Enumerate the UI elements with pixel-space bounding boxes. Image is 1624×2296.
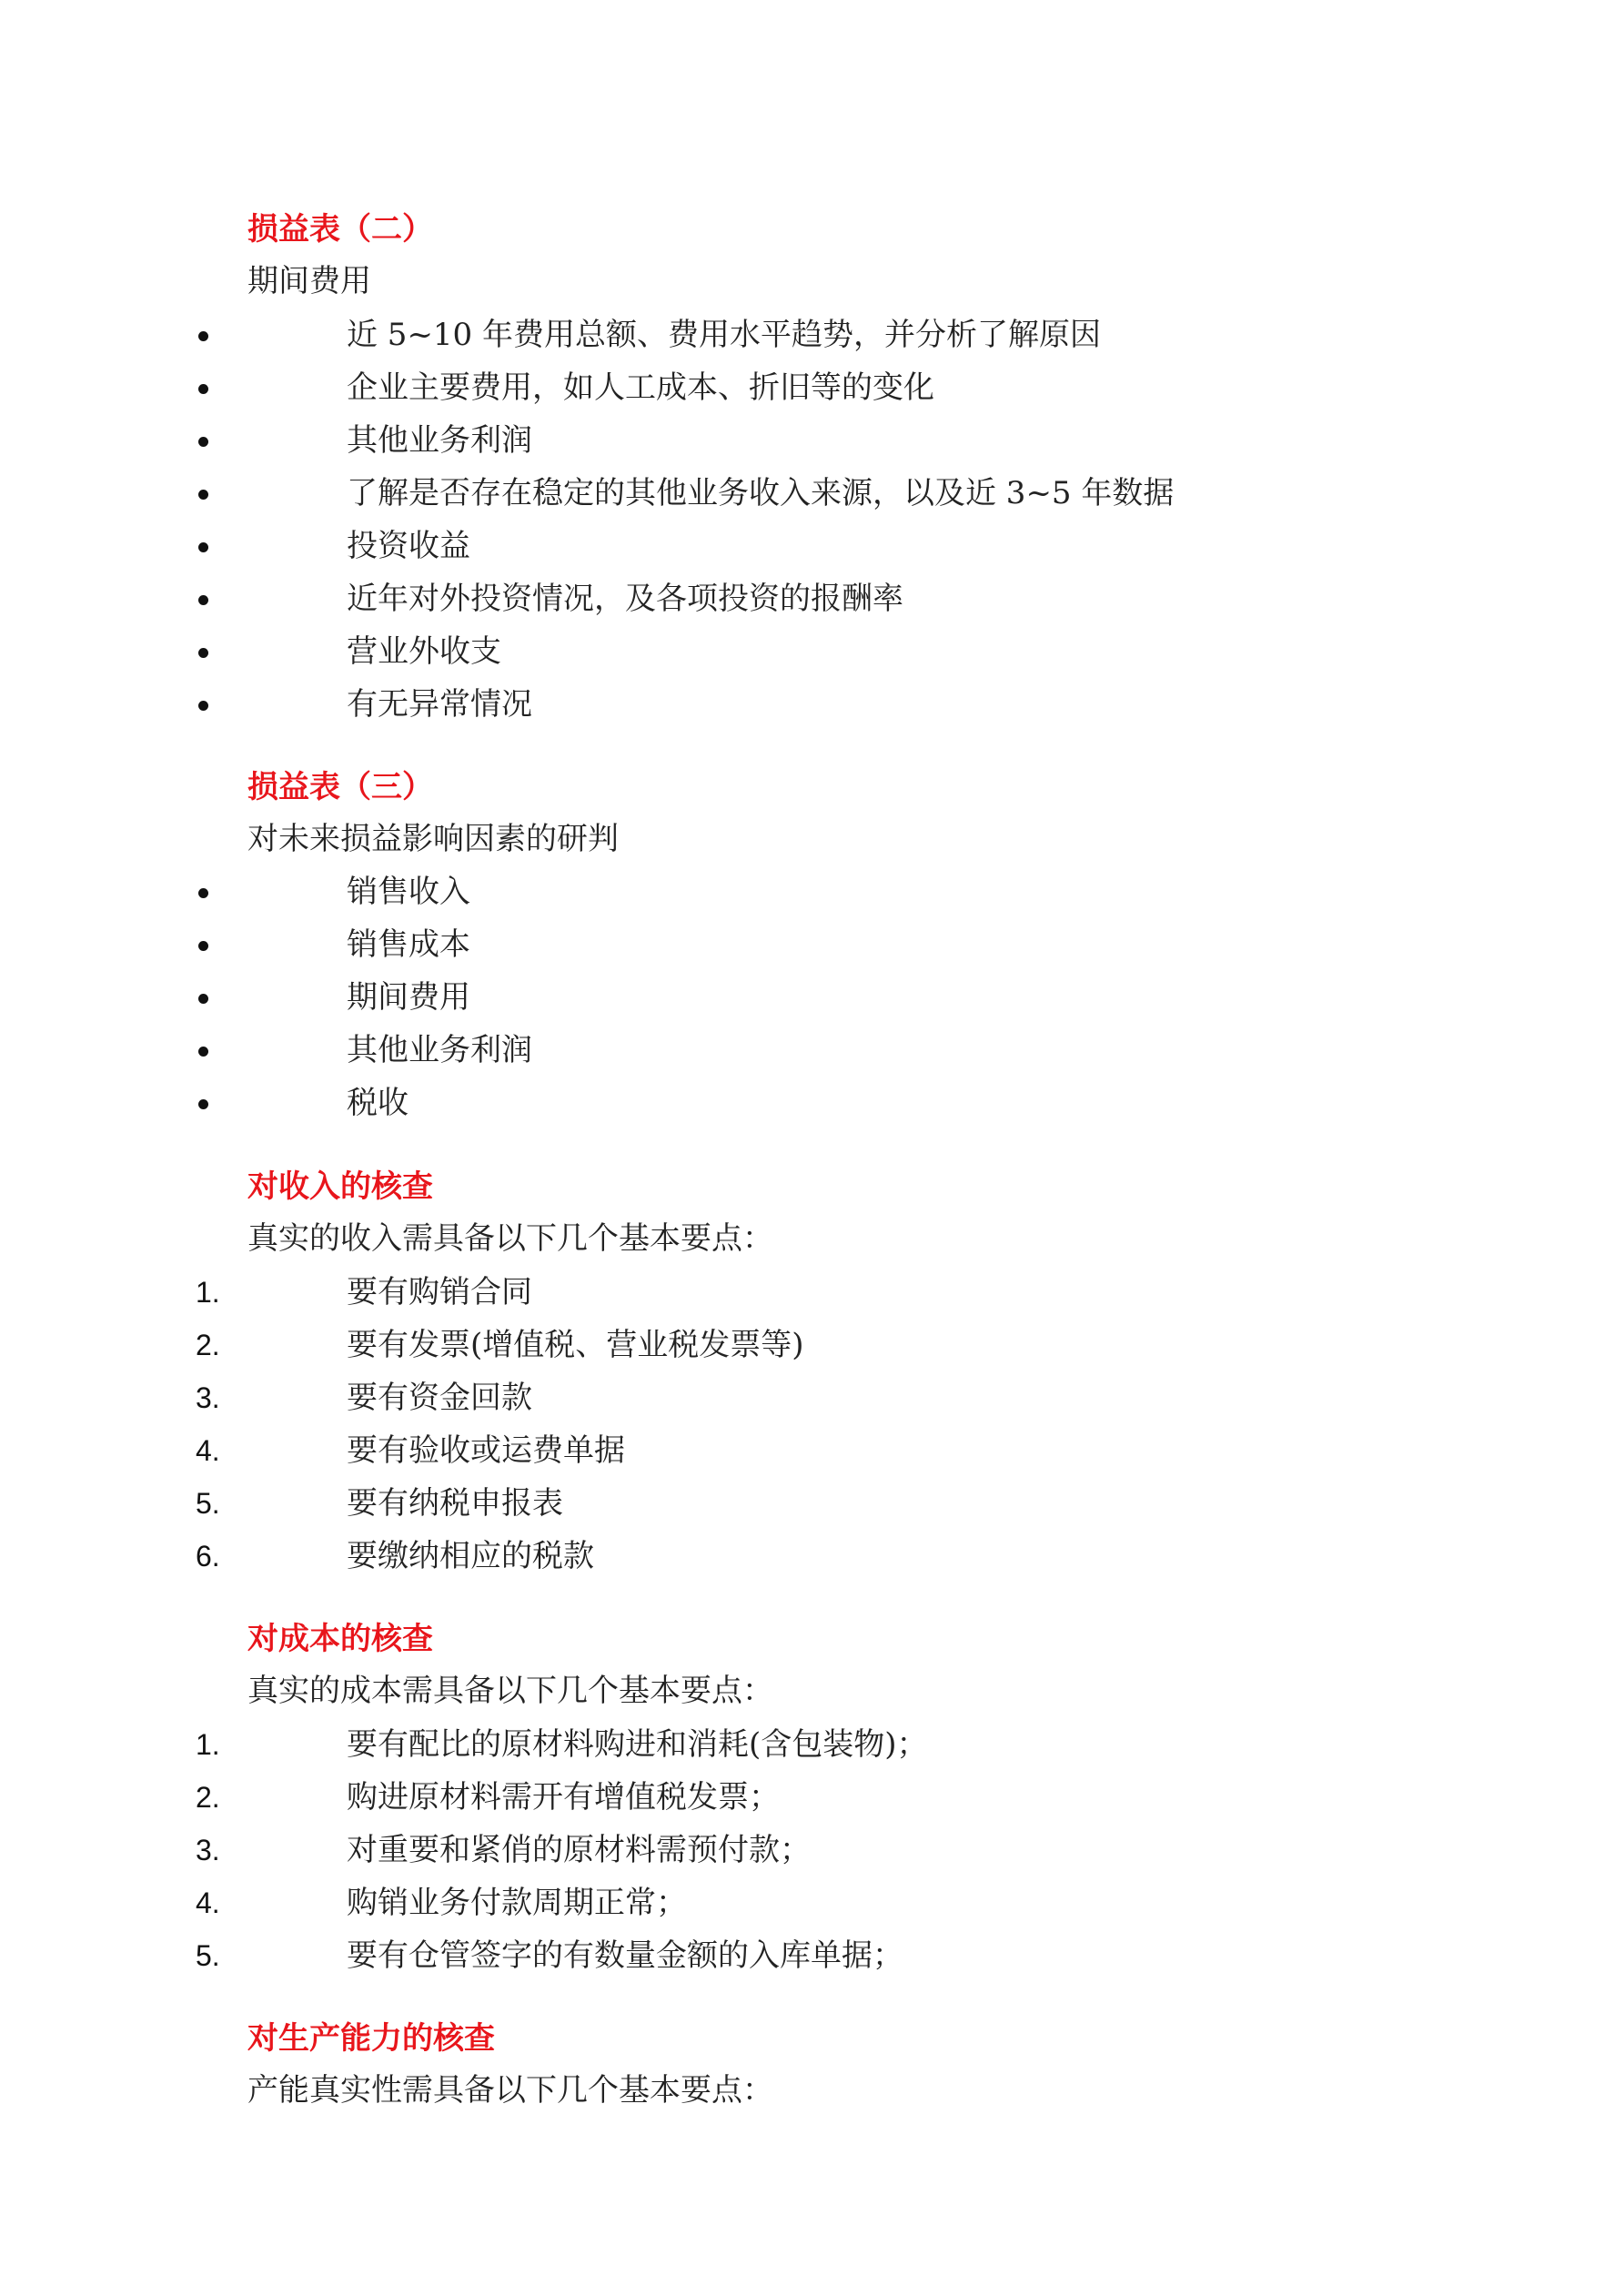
list-item-text: 要有仓管签字的有数量金额的入库单据；	[347, 1937, 903, 1974]
bullet-marker	[198, 648, 208, 658]
list-item	[0, 1034, 1624, 1087]
list-item	[0, 1939, 1624, 1992]
list-item	[0, 1087, 1624, 1139]
list-item	[0, 688, 1624, 741]
list-item-text: 营业外收支	[347, 633, 501, 670]
list-number: 6.	[196, 1540, 220, 1573]
list-item	[0, 424, 1624, 477]
list-item	[0, 981, 1624, 1034]
list-item	[0, 477, 1624, 530]
list-item	[0, 1781, 1624, 1834]
list-item	[0, 1728, 1624, 1781]
list-number: 3.	[196, 1381, 220, 1414]
list-number: 4.	[196, 1434, 220, 1467]
list-item-text: 要有配比的原材料购进和消耗(含包装物)；	[347, 1726, 928, 1763]
list-item	[0, 1434, 1624, 1487]
list-number: 5.	[196, 1939, 220, 1972]
section-intro: 真实的收入需具备以下几个基本要点：	[247, 1220, 773, 1257]
list-item-text: 要有验收或运费单据	[347, 1432, 625, 1469]
bullet-marker	[198, 1047, 208, 1057]
list-number: 2.	[196, 1781, 220, 1814]
section-heading: 对收入的核查	[247, 1168, 433, 1205]
list-item-text: 企业主要费用，如人工成本、折旧等的变化	[347, 369, 934, 406]
list-item-text: 购销业务付款周期正常；	[347, 1885, 687, 1921]
list-item-text: 投资收益	[347, 528, 470, 564]
list-number: 5.	[196, 1487, 220, 1520]
list-item-text: 要有纳税申报表	[347, 1485, 563, 1522]
section-intro: 期间费用	[247, 263, 371, 299]
section-intro: 产能真实性需具备以下几个基本要点：	[247, 2072, 773, 2109]
list-item-text: 对重要和紧俏的原材料需预付款；	[347, 1832, 811, 1868]
list-item-text: 销售收入	[347, 874, 470, 910]
bullet-marker	[198, 888, 208, 898]
list-item	[0, 1540, 1624, 1593]
list-item	[0, 1886, 1624, 1939]
list-item	[0, 635, 1624, 688]
list-item-text: 期间费用	[347, 979, 470, 1016]
bullet-marker	[198, 941, 208, 951]
list-item	[0, 1487, 1624, 1540]
list-item-text: 其他业务利润	[347, 422, 532, 459]
list-item	[0, 319, 1624, 371]
section-heading: 对生产能力的核查	[247, 2020, 495, 2057]
bullet-marker	[198, 490, 208, 500]
list-item-text: 要有资金回款	[347, 1380, 532, 1416]
list-item-text: 近年对外投资情况，及各项投资的报酬率	[347, 581, 903, 617]
bullet-marker	[198, 437, 208, 447]
list-item	[0, 1834, 1624, 1886]
section-heading: 损益表（三）	[247, 769, 433, 805]
section-heading: 损益表（二）	[247, 211, 433, 248]
bullet-marker	[198, 701, 208, 711]
list-number: 1.	[196, 1276, 220, 1309]
list-number: 4.	[196, 1886, 220, 1919]
bullet-marker	[198, 1099, 208, 1109]
list-item	[0, 582, 1624, 635]
list-item	[0, 1276, 1624, 1329]
list-item	[0, 928, 1624, 981]
list-number: 1.	[196, 1728, 220, 1761]
bullet-marker	[198, 542, 208, 552]
list-item-text: 要有发票(增值税、营业税发票等)	[347, 1327, 804, 1363]
list-item	[0, 875, 1624, 928]
list-number: 2.	[196, 1329, 220, 1361]
bullet-marker	[198, 595, 208, 605]
list-item	[0, 530, 1624, 582]
list-item-text: 有无异常情况	[347, 686, 532, 723]
section-intro: 真实的成本需具备以下几个基本要点：	[247, 1673, 773, 1709]
section-intro: 对未来损益影响因素的研判	[247, 821, 619, 857]
list-item-text: 要缴纳相应的税款	[347, 1538, 594, 1574]
list-item-text: 其他业务利润	[347, 1032, 532, 1068]
list-item	[0, 1329, 1624, 1381]
bullet-marker	[198, 331, 208, 341]
list-item-text: 要有购销合同	[347, 1274, 532, 1310]
list-number: 3.	[196, 1834, 220, 1866]
list-item-text: 了解是否存在稳定的其他业务收入来源，以及近 3~5 年数据	[347, 475, 1175, 511]
list-item-text: 销售成本	[347, 926, 470, 963]
bullet-marker	[198, 384, 208, 394]
section-heading: 对成本的核查	[247, 1621, 433, 1657]
list-item	[0, 1381, 1624, 1434]
bullet-marker	[198, 994, 208, 1004]
list-item-text: 购进原材料需开有增值税发票；	[347, 1779, 780, 1816]
list-item-text: 近 5~10 年费用总额、费用水平趋势，并分析了解原因	[347, 317, 1101, 353]
list-item	[0, 371, 1624, 424]
list-item-text: 税收	[347, 1085, 409, 1121]
